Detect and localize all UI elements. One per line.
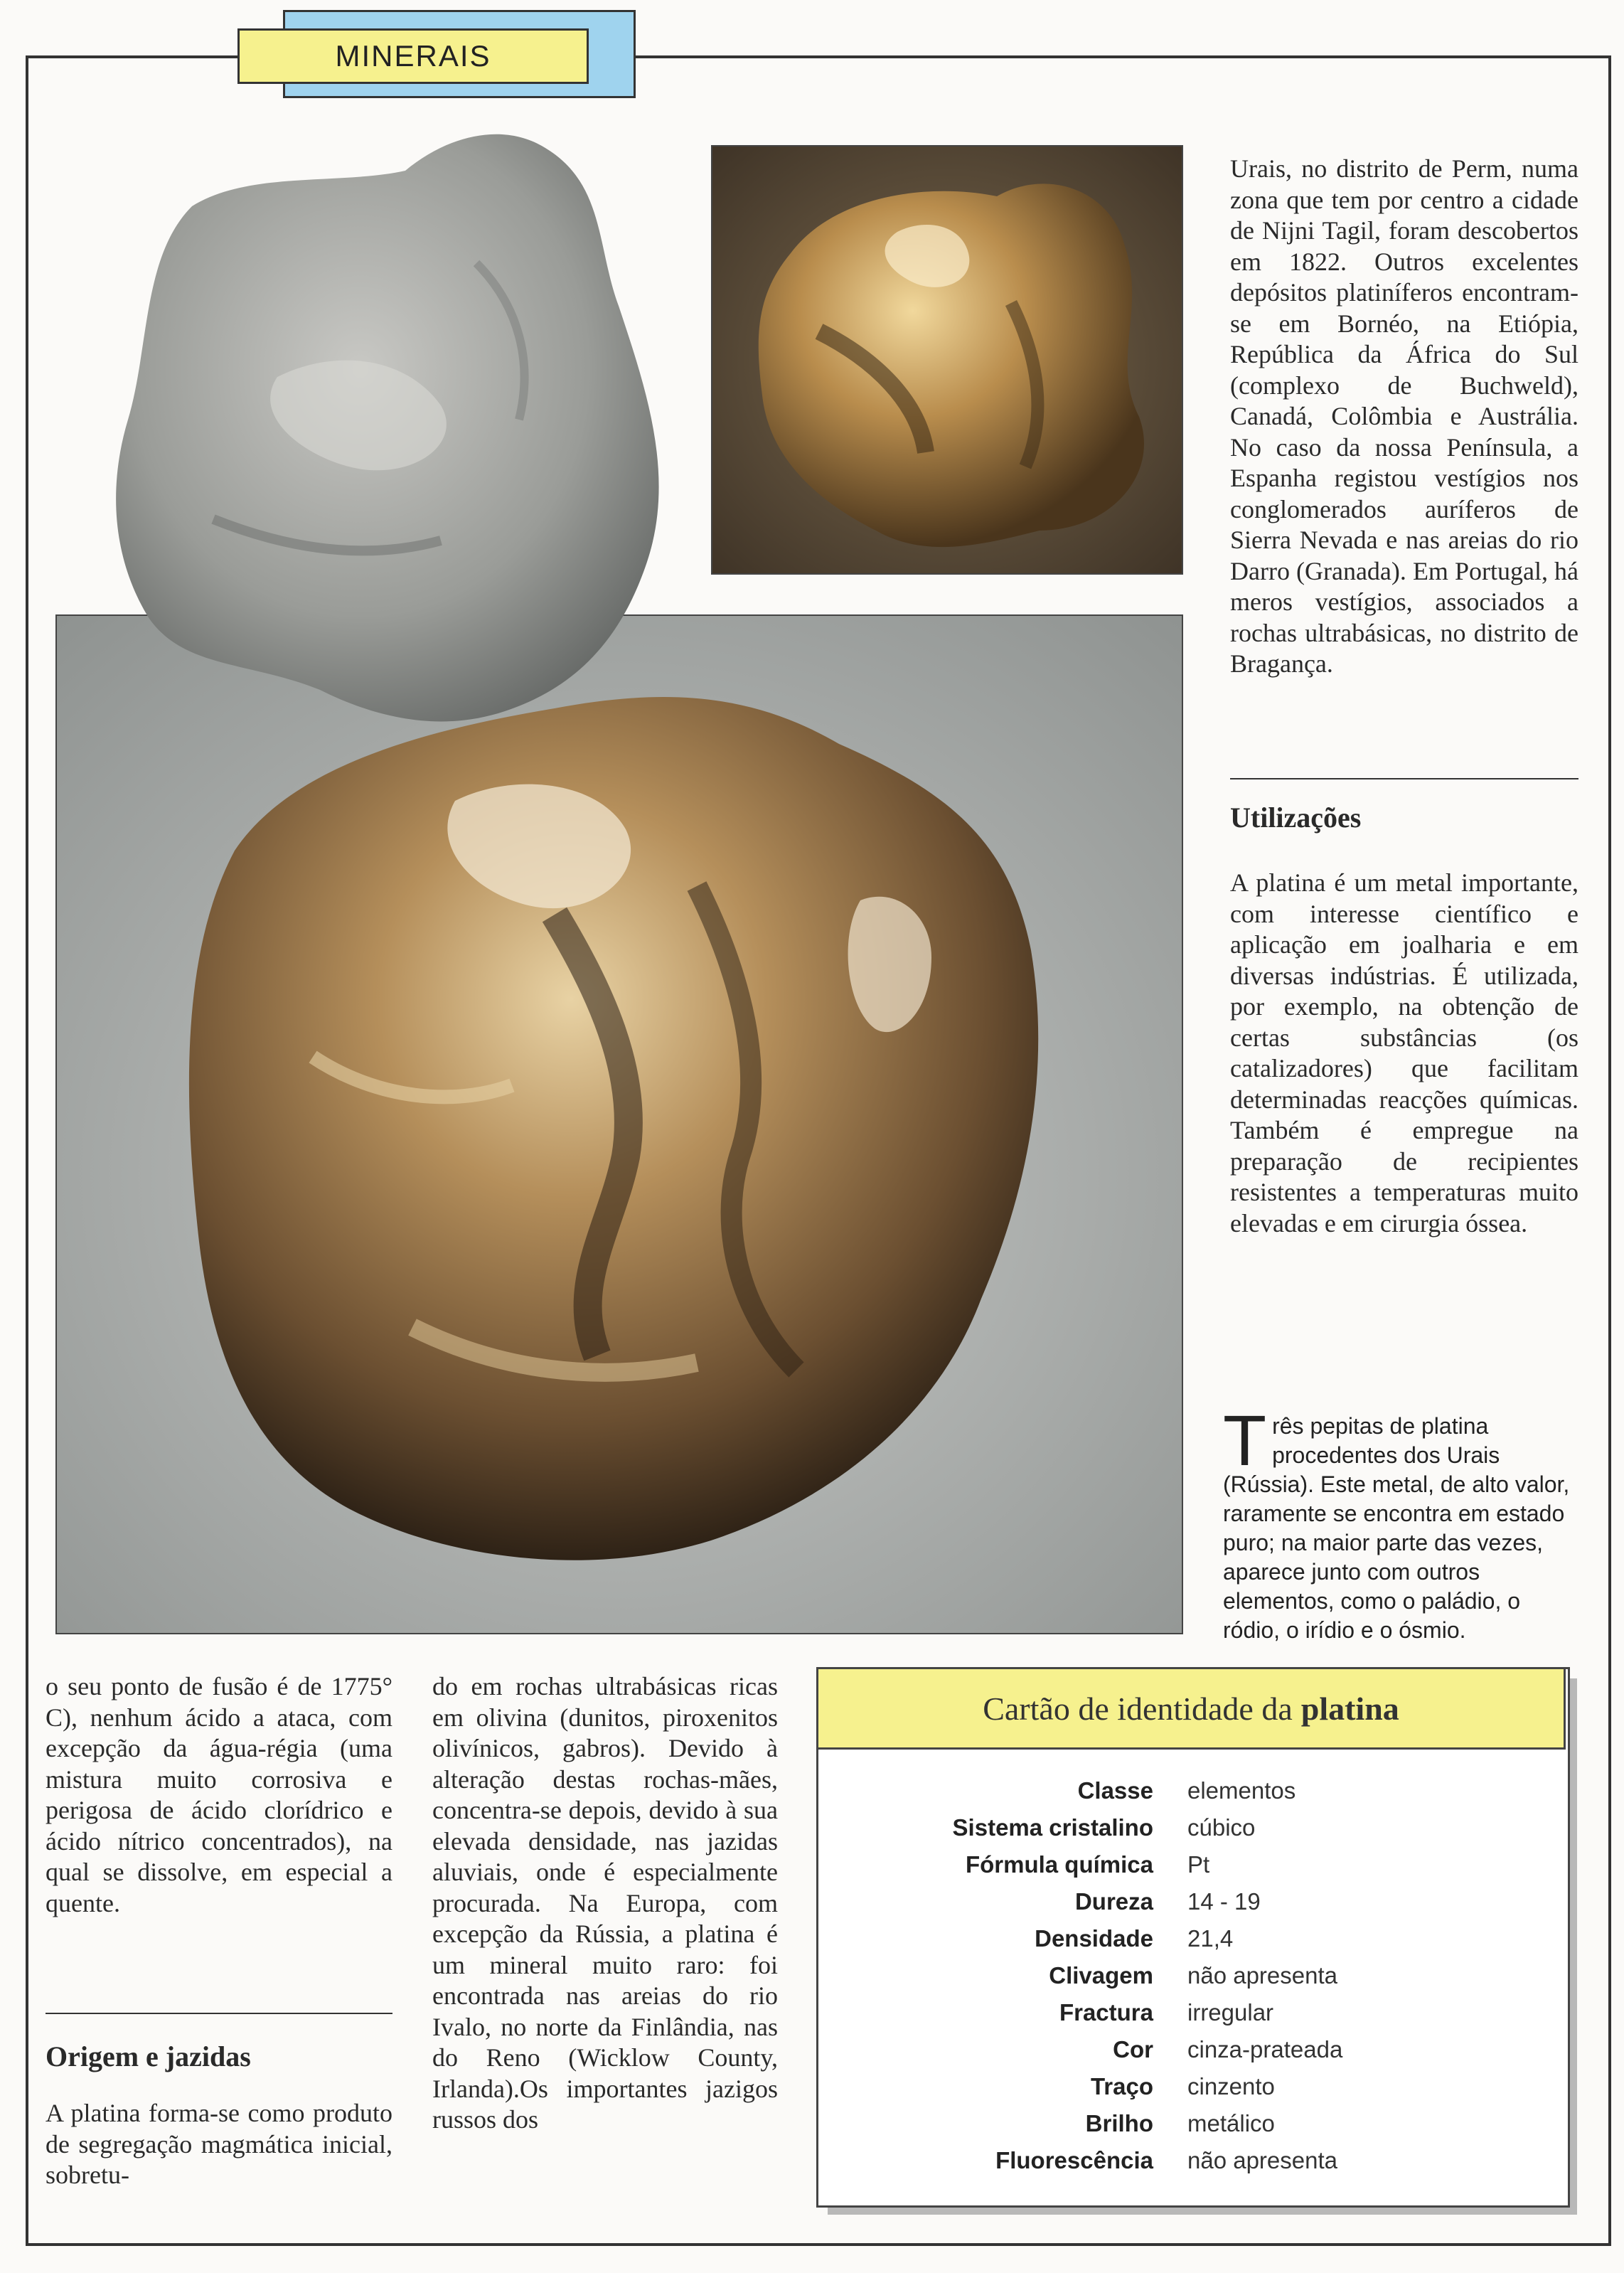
- caption-initial: T: [1223, 1401, 1267, 1481]
- card-row-value: Pt: [1187, 1851, 1210, 1878]
- card-row: [825, 2105, 1557, 2142]
- card-title-mineral: platina: [1300, 1690, 1399, 1727]
- page-frame-left: [26, 55, 28, 2246]
- card-row-value: elementos: [1187, 1777, 1296, 1804]
- card-row: [825, 1920, 1557, 1957]
- nugget-photo-grey: [107, 121, 675, 733]
- section-label: MINERAIS: [335, 39, 491, 73]
- column2-text: do em rochas ultrabásicas ricas em olivina (dunitos, piroxenitos olivínicos, gabros). Devido à alteração destas rochas-mães, concentra-se depois, devido à sua elevada densidade, nas jazidas aluviais, onde é especialmente procurada. Na Europa, com excepção da Rússia, a platina é um mineral muito raro: foi encontrada nas areias do rio Ivalo, no norte da Finlândia, nas do Reno (Wicklow County, Irlanda).Os importantes jazigos russos dos: [432, 1672, 778, 2134]
- card-row: [825, 1883, 1557, 1920]
- identity-card-rows: [825, 1772, 1557, 2179]
- card-row-value: cúbico: [1187, 1814, 1256, 1841]
- card-row: [825, 1994, 1557, 2031]
- card-row-label: Fórmula química: [965, 1851, 1153, 1878]
- card-row-value: cinza-prateada: [1187, 2036, 1343, 2062]
- column1-text: o seu ponto de fusão é de 1775° C), nenhum ácido a ataca, com excepção da água-régia (uma mistura muito corrosiva e perigosa de ácido clorídrico e ácido nítrico concentrados), na qual se dissolve, em especial a quente.: [46, 1672, 392, 1917]
- card-row: [825, 1846, 1557, 1883]
- card-row-value: 21,4: [1187, 1925, 1234, 1952]
- caption-text: rês pepitas de platina procedentes dos Urais (Rússia). Este metal, de alto valor, raramente se encontra em estado puro; na maior parte das vezes, aparece junto com outros elementos, como o paládio, o ródio, o irídio e o ósmio.: [1223, 1413, 1570, 1643]
- card-title-prefix: Cartão de identidade da: [983, 1690, 1293, 1727]
- origem-text: A platina forma-se como produto de segregação magmática inicial, sobretu-: [46, 2099, 392, 2189]
- card-row: [825, 1772, 1557, 1809]
- card-row-value: não apresenta: [1187, 2147, 1338, 2173]
- origem-heading: Origem e jazidas: [46, 2040, 251, 2072]
- card-row-label: Cor: [1113, 2036, 1153, 2062]
- card-row-label: Fractura: [1059, 1999, 1153, 2026]
- card-row-label: Brilho: [1085, 2110, 1153, 2136]
- card-row-value: cinzento: [1187, 2073, 1275, 2099]
- card-row-value: não apresenta: [1187, 1962, 1338, 1989]
- page-frame-bottom: [26, 2243, 1611, 2246]
- card-row-label: Classe: [1077, 1777, 1153, 1804]
- card-row: [825, 1957, 1557, 1994]
- card-row-label: Dureza: [1074, 1888, 1153, 1915]
- utilizacoes-heading: Utilizações: [1230, 802, 1362, 834]
- card-row-label: Densidade: [1035, 1925, 1153, 1952]
- origem-rule: [46, 2013, 392, 2014]
- card-row-label: Fluorescência: [995, 2147, 1153, 2173]
- page-frame-right: [1608, 55, 1611, 2246]
- right-column-text: Urais, no distrito de Perm, numa zona que tem por centro a cidade de Nijni Tagil, foram descobertos em 1822. Outros excelentes depósitos platiníferos encontram-se em Bornéo, na Etiópia, República da África do Sul (complexo de Buchweld), Canadá, Colômbia e Austrália. No caso da nossa Península, a Espanha registou vestígios nos conglomerados auríferos de Sierra Nevada e nas areias do rio Darro (Granada). Em Portugal, há meros vestígios, associados a rochas ultrabásicas, no distrito de Bragança.: [1230, 154, 1578, 678]
- card-row: [825, 2031, 1557, 2068]
- card-row-value: 14 - 19: [1187, 1888, 1261, 1915]
- card-row: [825, 1809, 1557, 1846]
- card-row: [825, 2142, 1557, 2179]
- card-row-label: Sistema cristalino: [952, 1814, 1153, 1841]
- card-row: [825, 2068, 1557, 2105]
- card-row-value: metálico: [1187, 2110, 1275, 2136]
- identity-card-title: [816, 1667, 1566, 1750]
- card-row-label: Clivagem: [1049, 1962, 1153, 1989]
- photo-caption: [1223, 1401, 1571, 1645]
- nugget-photo-large: [55, 614, 1183, 1634]
- card-row-label: Traço: [1090, 2073, 1153, 2099]
- section-tab: [237, 28, 589, 84]
- utilizacoes-text: A platina é um metal importante, com interesse científico e aplicação em joalharia e em diversas indústrias. É utilizada, por exemplo, na obtenção de certas substâncias (os catalizadores) que facilitam determinadas reacções químicas. Também é empregue na preparação de recipientes resistentes a temperaturas muito elevadas e em cirurgia óssea.: [1230, 868, 1578, 1237]
- card-row-value: irregular: [1187, 1999, 1274, 2026]
- utilizacoes-rule: [1230, 778, 1578, 779]
- nugget-photo-small: [711, 145, 1183, 575]
